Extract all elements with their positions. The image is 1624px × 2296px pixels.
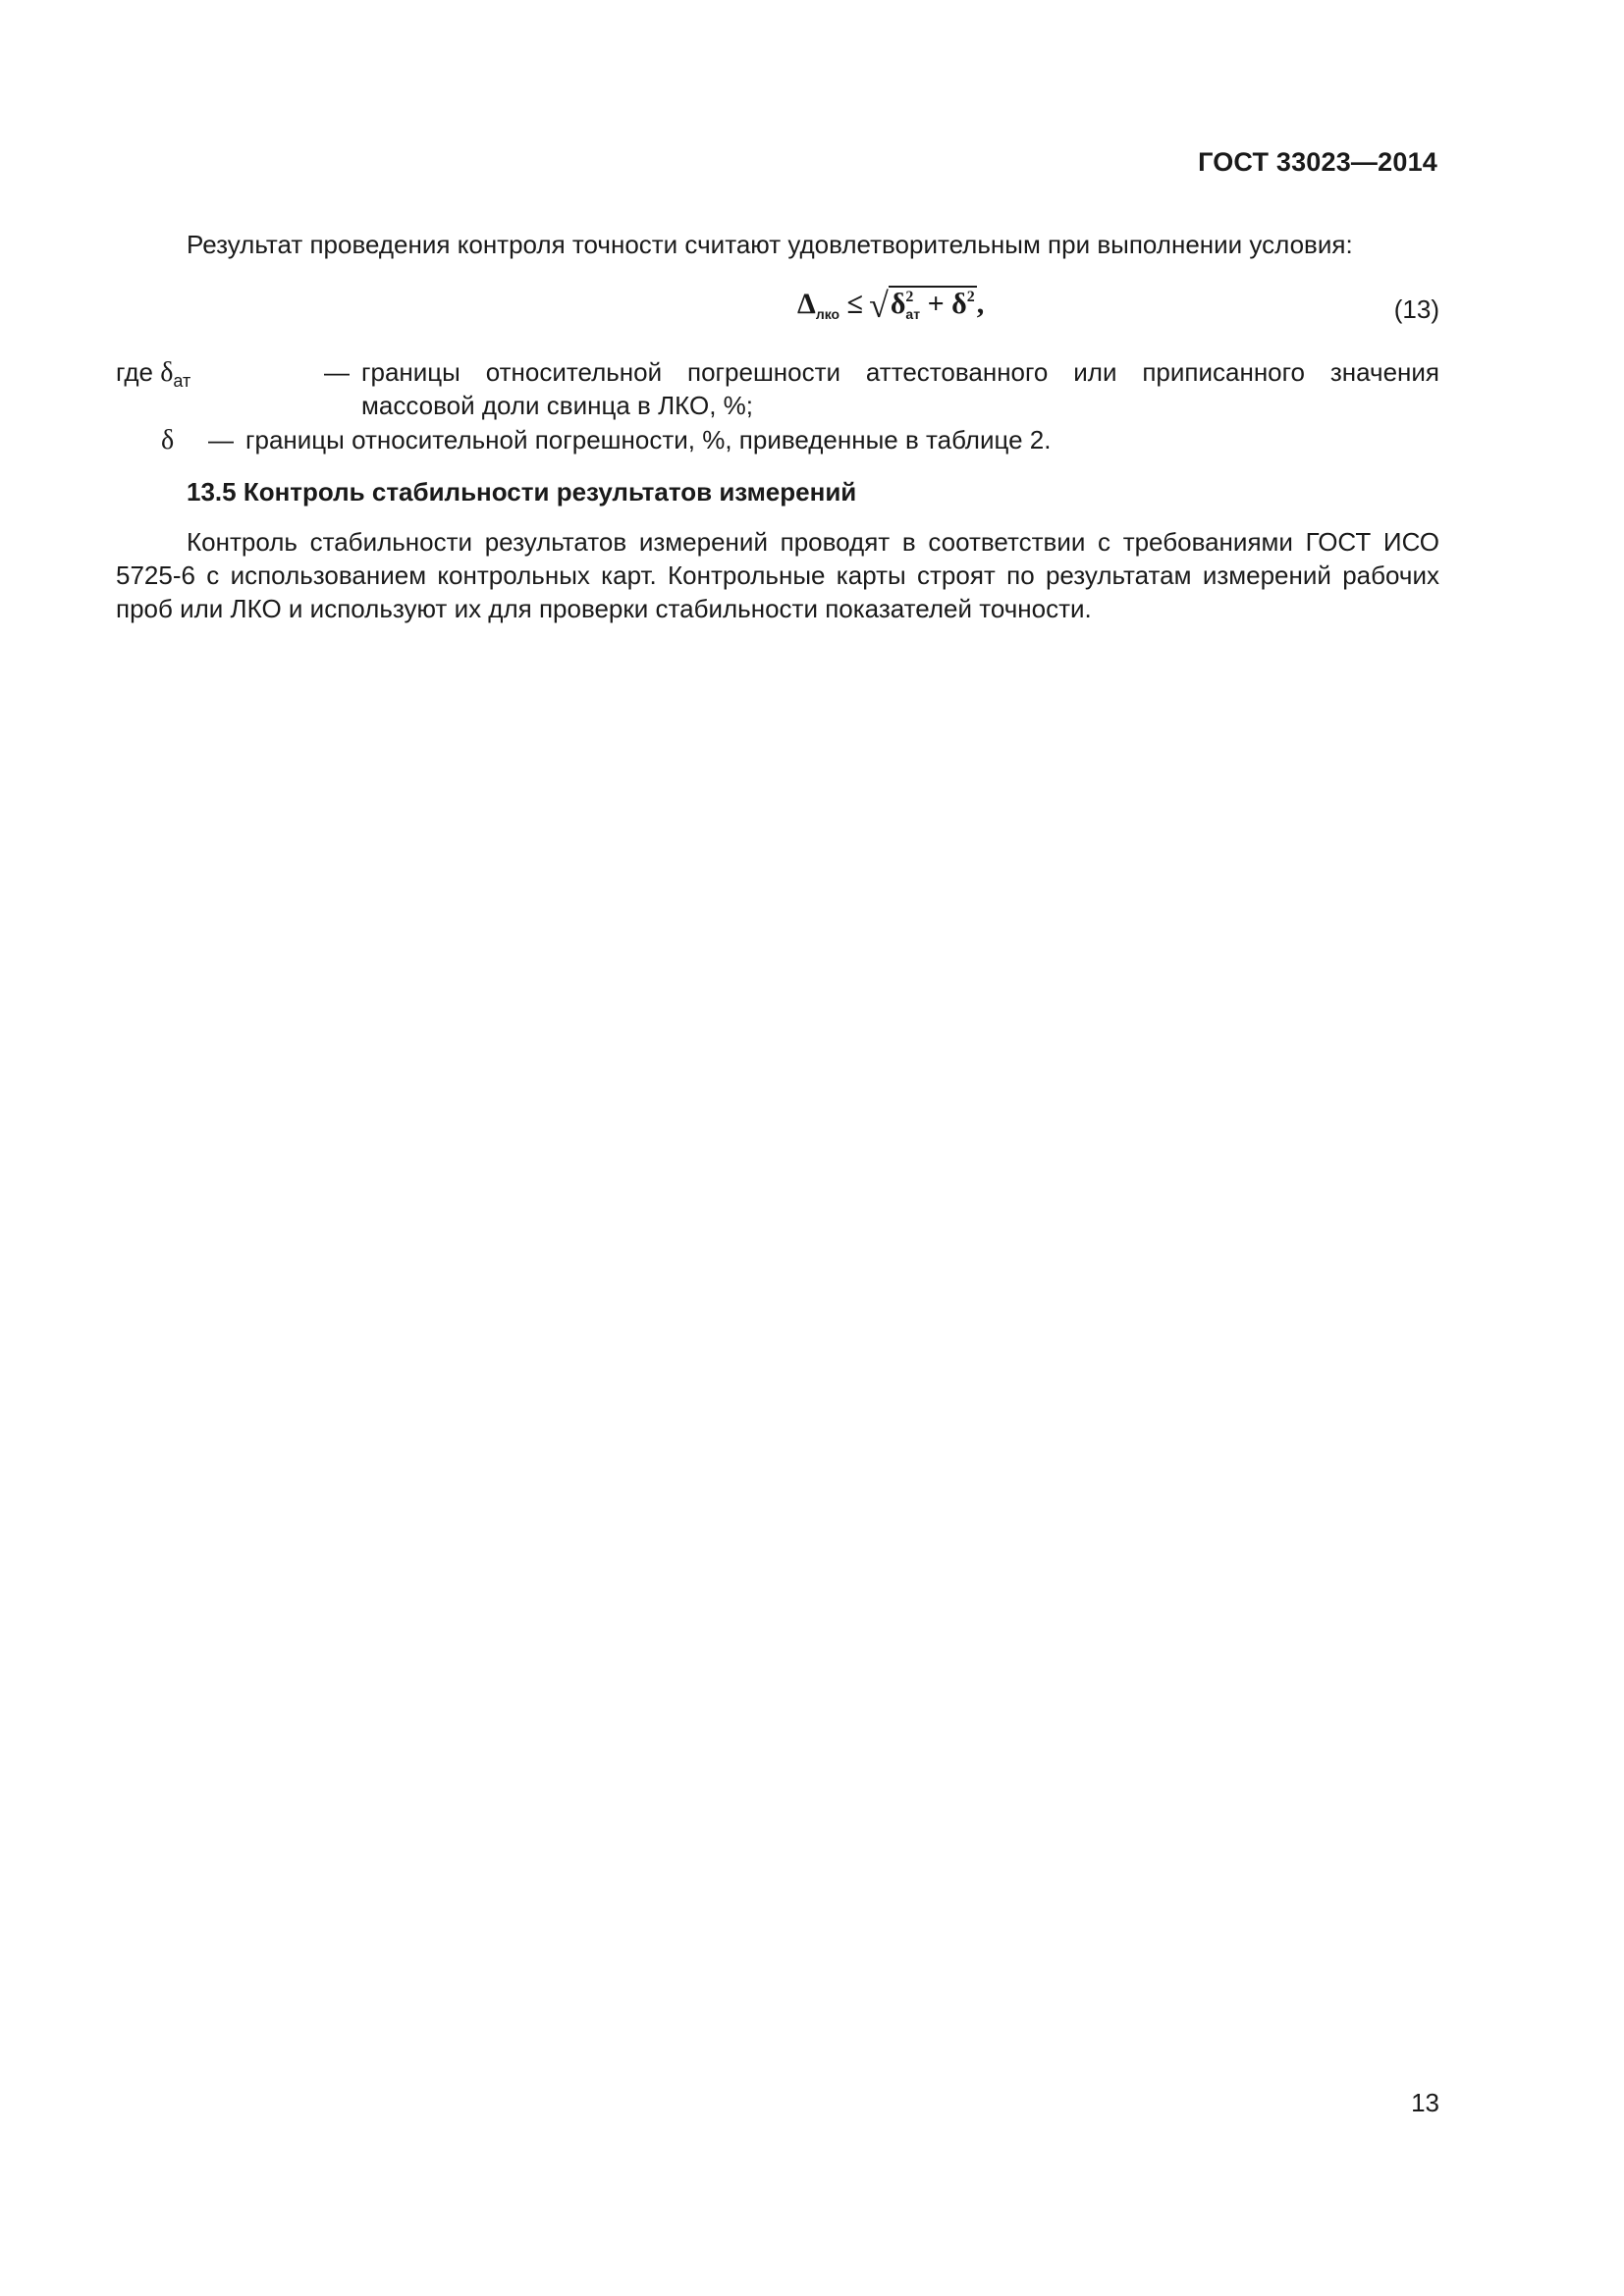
where-label — [161, 423, 174, 457]
where-label — [116, 355, 190, 398]
intro-paragraph: Результат проведения контроля точности считают удовлетворительным при выполнении условия: — [187, 230, 1353, 259]
section-body-paragraph: Контроль стабильности результатов измерений проводят в соответствии с требованиями ГОСТ ИСО 5725-6 с использованием контрольных карт. Контрольные карты строят по результатам измерений рабочих проб или ЛКО и используют их для проверки стабильности показателей точности. — [116, 527, 1439, 623]
where-symbol-subscript: ат — [173, 371, 191, 391]
where-item-delta — [116, 423, 1439, 456]
formula-13 — [797, 285, 984, 326]
where-symbol: δ — [160, 357, 174, 388]
formula-term1-sup: 2 — [905, 289, 914, 305]
formula-term1-sub: ат — [905, 306, 921, 322]
formula-comma: , — [976, 288, 985, 320]
page-number: 13 — [1411, 2088, 1439, 2117]
formula-radicand — [889, 286, 977, 320]
formula-plus: + — [927, 288, 945, 320]
formula-leq: ≤ — [846, 288, 864, 320]
where-definition: границы относительной погрешности аттестованного или приписанного значения массовой доли свинца в ЛКО, %; — [361, 357, 1439, 420]
formula-number: (13) — [1393, 294, 1439, 324]
where-prefix: где — [116, 357, 153, 387]
where-dash: — — [324, 357, 350, 387]
where-dash: — — [208, 425, 234, 454]
formula-term2-base: δ — [951, 288, 967, 320]
where-symbol: δ — [161, 425, 175, 455]
formula-term2-sup: 2 — [966, 289, 975, 305]
formula-row — [116, 283, 1439, 332]
formula-term1-base: δ — [890, 288, 906, 320]
formula-delta: Δ — [797, 288, 816, 320]
where-item-delta-at — [116, 355, 1439, 422]
section-heading: 13.5 Контроль стабильности результатов измерений — [187, 477, 857, 507]
document-code-header: ГОСТ 33023—2014 — [1198, 147, 1437, 177]
where-definition: границы относительной погрешности, %, приведенные в таблице 2. — [245, 425, 1052, 454]
formula-sqrt: √ — [869, 286, 889, 325]
formula-delta-subscript: лко — [815, 306, 840, 322]
